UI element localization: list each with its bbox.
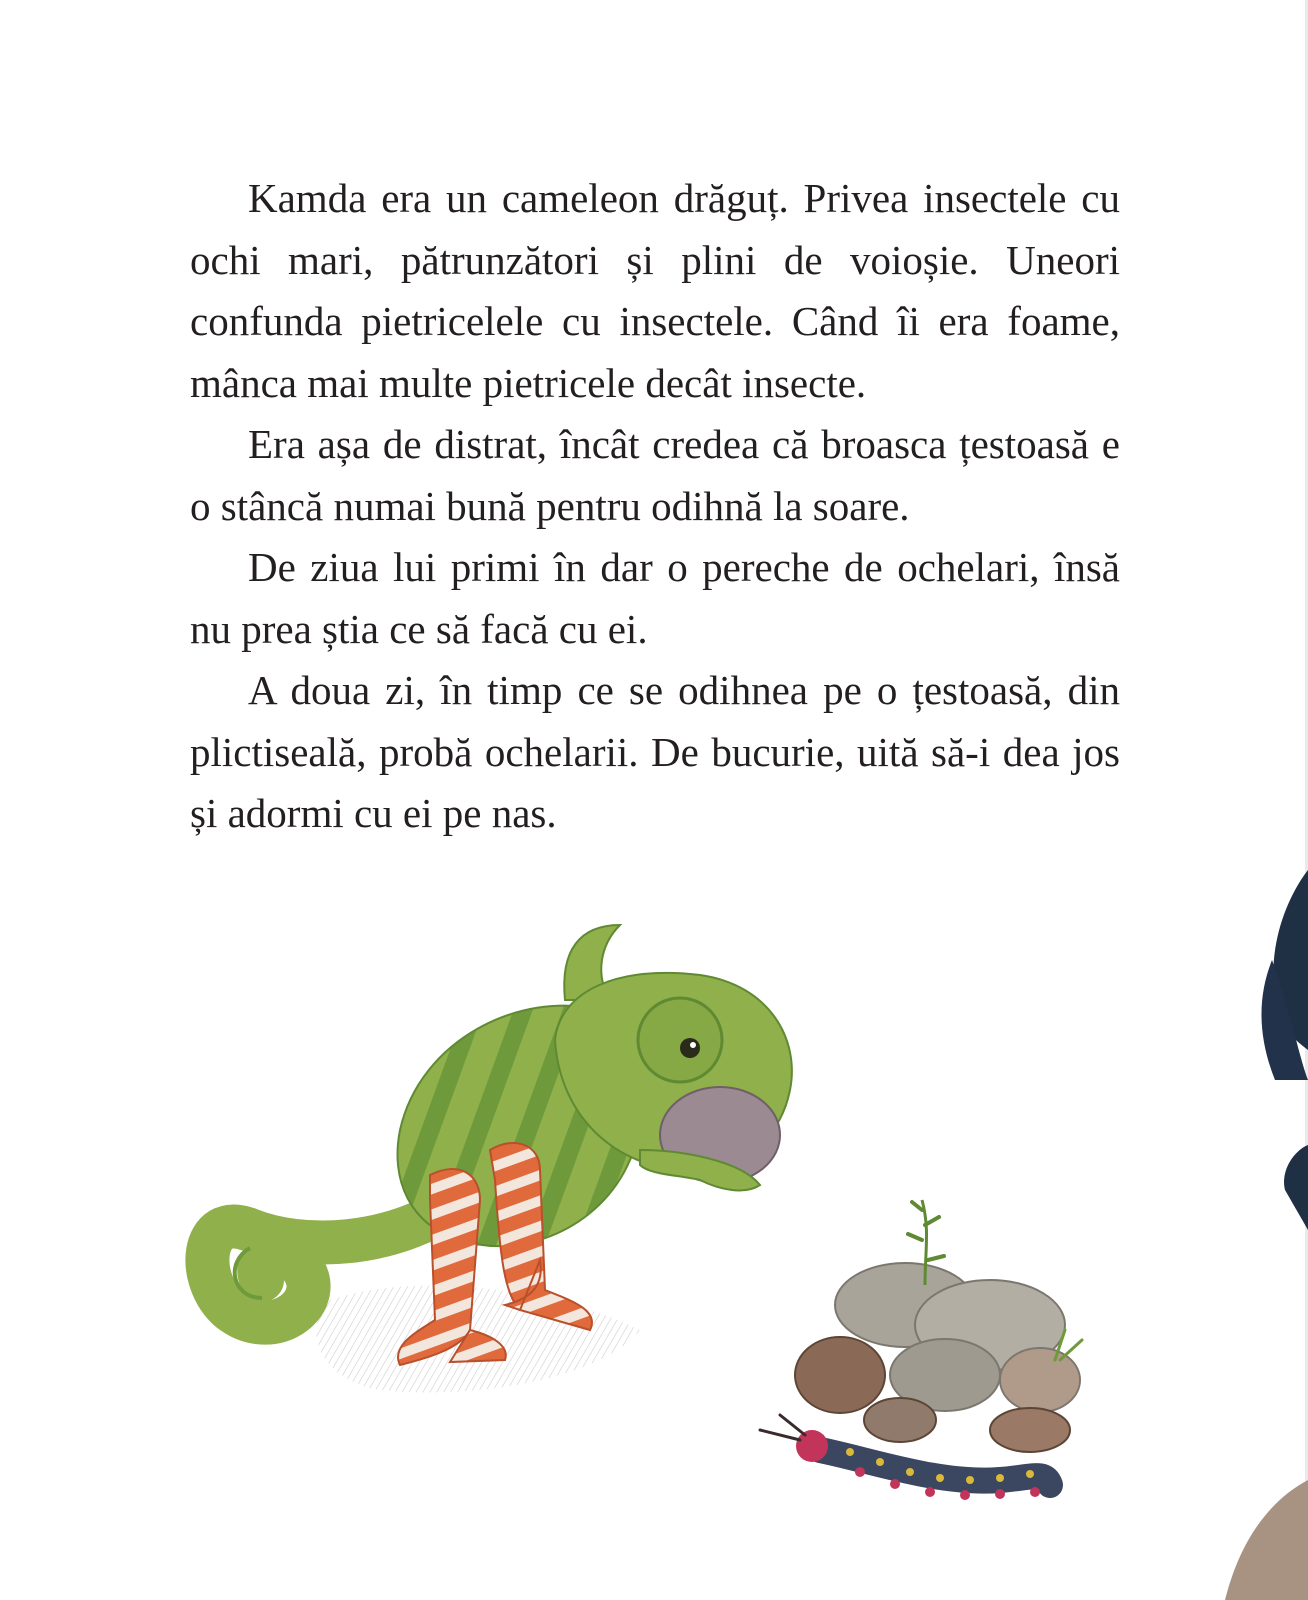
paragraph-4: A doua zi, în timp ce se odihnea pe o țestoasă, din plictiseală, probă ochelarii. De bucurie, uită să-i dea jos și adormi cu ei pe nas. xyxy=(190,667,1120,836)
paragraph-1: Kamda era un cameleon drăguț. Privea insectele cu ochi mari, pătrunzători și plini de voioșie. Uneori confunda pietricelele cu insectele. Când îi era foame, mânca mai multe pietricele decât insecte. xyxy=(190,175,1120,406)
paragraph-2: Era așa de distrat, încât credea că broasca țestoasă e o stâncă numai bună pentru odihnă la soare. xyxy=(190,421,1120,529)
paragraph-3: De ziua lui primi în dar o pereche de ochelari, însă nu prea știa ce să facă cu ei. xyxy=(190,544,1120,652)
chameleon-illustration xyxy=(0,860,1308,1600)
story-text xyxy=(190,168,1120,845)
rock-pile xyxy=(795,1200,1082,1452)
edge-grass xyxy=(1225,870,1308,1600)
eye-icon xyxy=(638,998,722,1082)
